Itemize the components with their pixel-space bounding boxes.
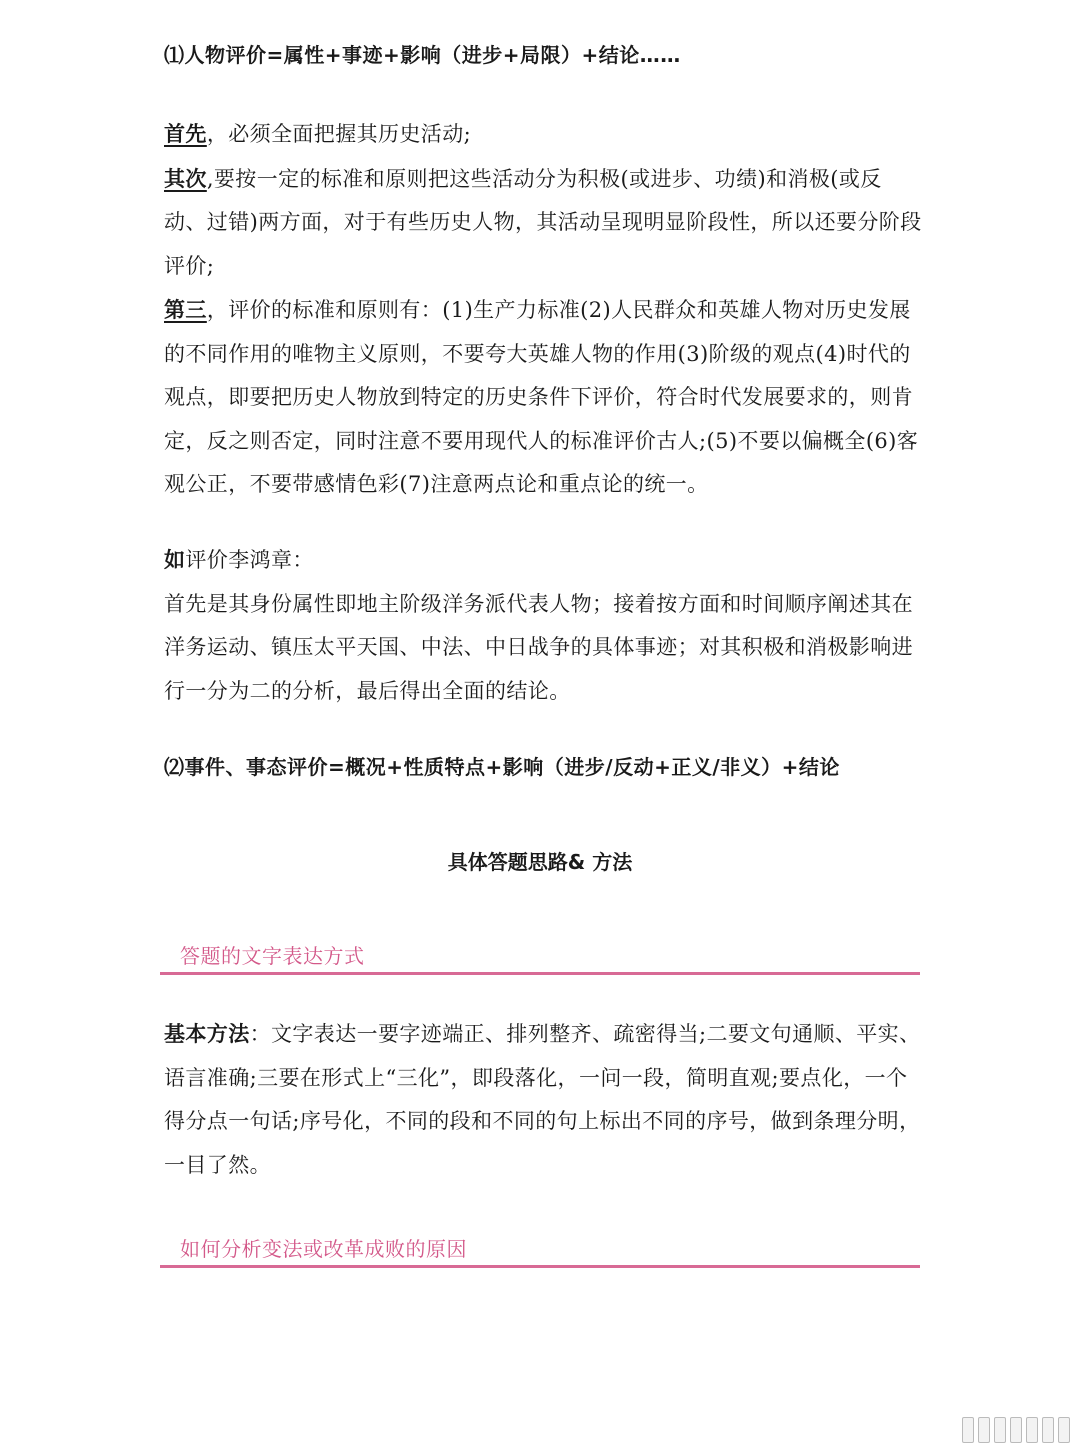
section-header-text-expression [160, 940, 920, 970]
label-second: 其次 [164, 165, 207, 191]
text-third: ，评价的标准和原则有：(1)生产力标准(2)人民群众和英雄人物对历史发展的不同作用的唯物主义原则，不要夸大英雄人物的作用(3)阶级的观点(4)时代的观点，即要把历史人物放到特定的历史条件下评价，符合时代发展要求的，则肯定，反之则否定，同时注意不要用现代人的标准评价古人;(5)不要以偏概全(6)客观公正，不要带感情色彩(7)注意两点论和重点论的统一。 [164, 298, 919, 496]
person-evaluation-paragraph [164, 112, 924, 507]
section-divider [160, 1265, 920, 1268]
section-title: 如何分析变法或改革成败的原因 [180, 1237, 467, 1261]
example-lead-bold: 如 [164, 547, 186, 572]
heading-person-evaluation: ⑴人物评价=属性+事迹+影响（进步+局限）+结论…… [164, 43, 681, 67]
label-third: 第三 [164, 297, 207, 322]
section-header-reform-analysis [160, 1233, 920, 1263]
example-lead-text: 评价李鸿章： [185, 548, 314, 572]
label-basic-method: 基本方法 [164, 1021, 250, 1046]
heading-event-evaluation: ⑵事件、事态评价=概况+性质特点+影响（进步/反动+正义/非义）+结论 [164, 755, 840, 779]
text-first: ，必须全面把握其历史活动; [206, 122, 472, 146]
example-body: 首先是其身份属性即地主阶级洋务派代表人物；接着按方面和时间顺序阐述其在洋务运动、镇压太平天国、中法、中日战争的具体事迹；对其积极和消极影响进行一分为二的分析，最后得出全面的结论。 [164, 591, 913, 703]
section-divider [160, 972, 920, 975]
basic-method-text: ：文字表达一要字迹端正、排列整齐、疏密得当;二要文句通顺、平实、语言准确;三要在形式上“三化”，即段落化，一问一段，简明直观;要点化，一个得分点一句话;序号化，不同的段和不同的句上标出不同的序号，做到条理分明，一目了然。 [164, 1022, 921, 1177]
label-first: 首先 [164, 121, 207, 146]
text-second: ,要按一定的标准和原则把这些活动分为积极(或进步、功绩)和消极(或反动、过错)两方面，对于有些历史人物，其活动呈现明显阶段性，所以还要分阶段评价; [164, 166, 922, 278]
section-title: 答题的文字表达方式 [180, 944, 365, 968]
center-title: 具体答题思路& 方法 [447, 850, 633, 874]
image-strip-icon [962, 1417, 1070, 1443]
example-li-hongzhang [164, 538, 924, 713]
basic-method-paragraph [164, 1012, 924, 1187]
